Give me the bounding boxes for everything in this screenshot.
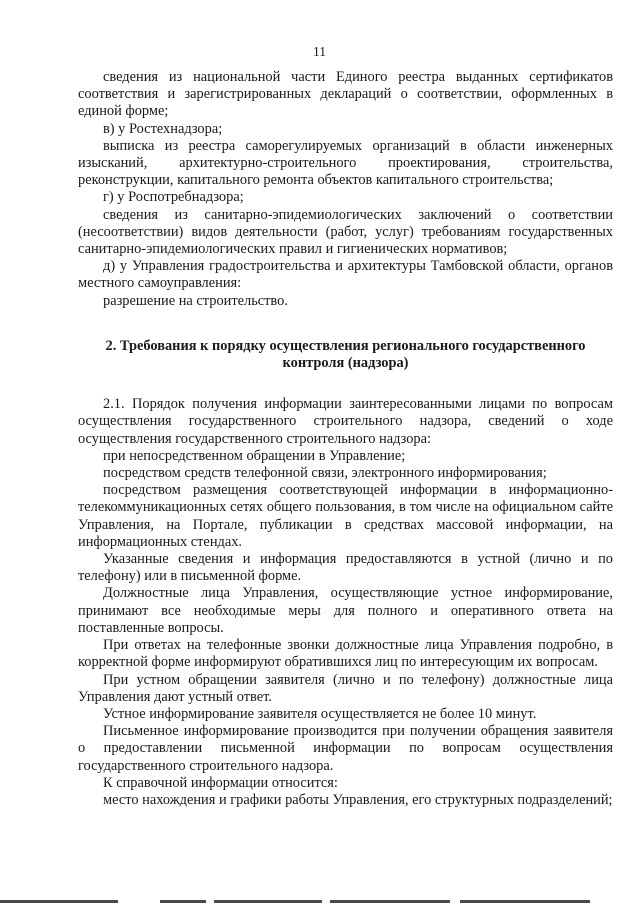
- paragraph-sro-registry: выписка из реестра саморегулируемых организаций в области инженерных изысканий, архитектурно-строительного проектирования, строительства, реконструкции, капитального ремонта объектов капитального строительства;: [78, 137, 613, 189]
- paragraph-location-schedule: место нахождения и графики работы Управления, его структурных подразделений;: [103, 791, 613, 808]
- paragraph-sanitary-conclusions: сведения из санитарно-эпидемиологических заключений о соответствии (несоответствии) видов деятельности (работ, услуг) требованиям государственных санитарно-эпидемиологических правил и гигиенических нормативов;: [78, 206, 613, 258]
- paragraph-direct-request: при непосредственном обращении в Управление;: [103, 447, 406, 464]
- paragraph-officials-measures: Должностные лица Управления, осуществляющие устное информирование, принимают все необходимые меры для полного и оперативного ответа на поставленные вопросы.: [78, 585, 613, 636]
- paragraph-internet-publication: посредством размещения соответствующей информации в информационно-телекоммуникационных сетях общего пользования, в том числе на официальном сайте Управления, на Портале, публикации в средствах массовой информации, на информационных стендах.: [78, 482, 613, 550]
- paragraph-oral-written: Указанные сведения и информация предоставляются в устной (лично и по телефону) или в письменной форме.: [78, 551, 613, 585]
- paragraph-telephone: посредством средств телефонной связи, электронного информирования;: [103, 465, 547, 482]
- paragraph-ten-minutes: Устное информирование заявителя осуществляется не более 10 минут.: [103, 705, 537, 722]
- section-heading: 2. Требования к порядку осуществления регионального государственного контроля (надзора): [105, 337, 586, 372]
- paragraph-oral-answer: При устном обращении заявителя (лично и по телефону) должностные лица Управления дают устный ответ.: [78, 671, 613, 705]
- document-body: [78, 69, 613, 809]
- page-number: 11: [313, 44, 326, 59]
- scan-edge-artifact: [0, 896, 639, 905]
- paragraph-certificates-info: сведения из национальной части Единого реестра выданных сертификатов соответствия и зарегистрированных деклараций о соответствии, оформленных в единой форме;: [78, 69, 613, 120]
- paragraph-rospotrebnadzor: г) у Роспотребнадзора;: [103, 189, 244, 206]
- paragraph-building-permit: разрешение на строительство.: [103, 292, 288, 309]
- paragraph-phone-answers: При ответах на телефонные звонки должностные лица Управления подробно, в корректной форме информируют обратившихся лиц по интересующим их вопросам.: [78, 637, 613, 671]
- paragraph-written-info: Письменное информирование производится при получении обращения заявителя о предоставлении письменной информации по вопросам осуществления государственного строительного надзора.: [78, 723, 613, 774]
- paragraph-rostekhnadzor: в) у Ростехнадзора;: [103, 120, 223, 137]
- paragraph-urban-planning-dept: д) у Управления градостроительства и архитектуры Тамбовской области, органов местного самоуправления:: [78, 258, 613, 292]
- paragraph-reference-info: К справочной информации относится:: [103, 774, 338, 791]
- paragraph-2-1-procedure: 2.1. Порядок получения информации заинтересованными лицами по вопросам осуществления государственного строительного надзора, сведений о ходе осуществления государственного строительного надзора:: [78, 396, 613, 447]
